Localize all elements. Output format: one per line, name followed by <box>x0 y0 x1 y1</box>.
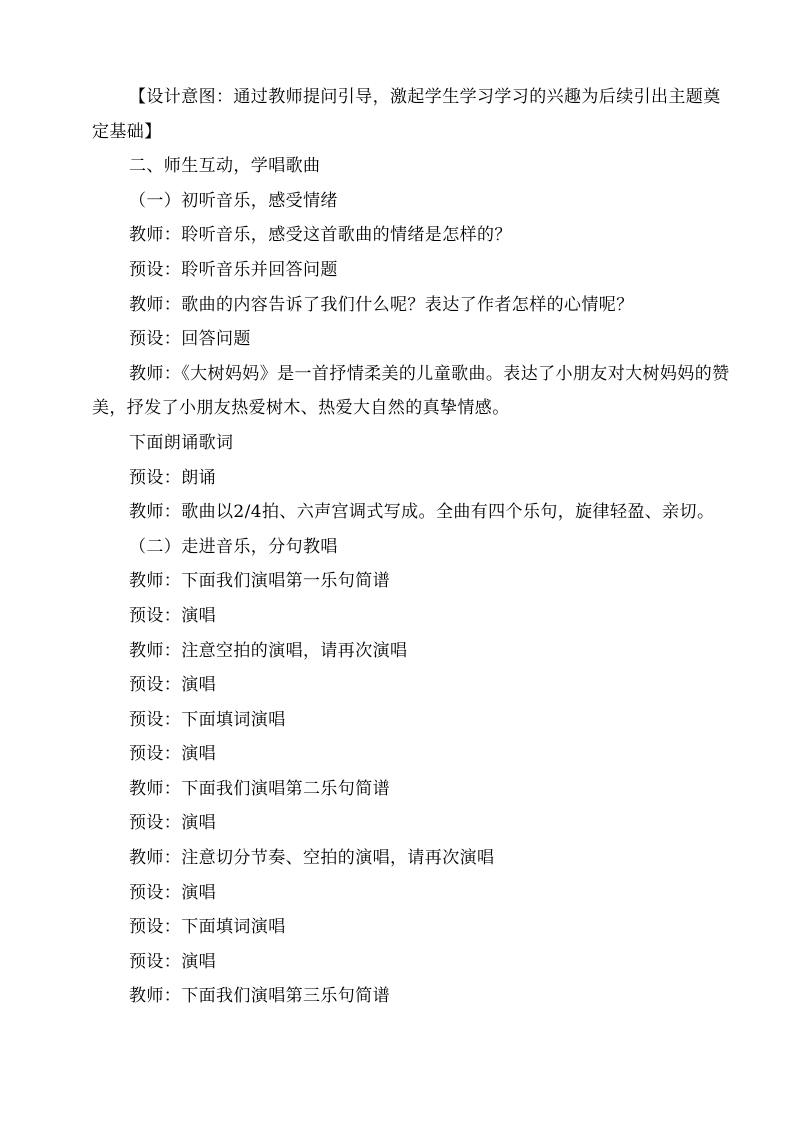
teacher-line: 教师：歌曲以2/4拍、六声宫调式写成。全曲有四个乐句，旋律轻盈、亲切。 <box>129 502 715 523</box>
teacher-line: 教师：下面我们演唱第三乐句简谱 <box>129 986 390 1007</box>
teacher-line: 教师：注意切分节奏、空拍的演唱，请再次演唱 <box>129 848 495 869</box>
teacher-line: 教师：注意空拍的演唱，请再次演唱 <box>129 640 408 661</box>
preset-line: 预设：演唱 <box>129 605 216 626</box>
document-page <box>92 80 732 1014</box>
preset-line: 预设：演唱 <box>129 951 216 972</box>
recite-lyrics-line: 下面朗诵歌词 <box>129 432 234 453</box>
preset-line: 预设：演唱 <box>129 882 216 903</box>
teacher-line: 教师：聆听音乐，感受这首歌曲的情绪是怎样的？ <box>129 225 512 246</box>
teacher-line: 教师：《大树妈妈》是一首抒情柔美的儿童歌曲。表达了小朋友对大树妈妈的赞美，抒发了小朋友热爱树木、热爱大自然的真挚情感。 <box>92 363 730 419</box>
preset-line: 预设：演唱 <box>129 744 216 765</box>
teacher-line: 教师：下面我们演唱第二乐句简谱 <box>129 778 390 799</box>
preset-line: 预设：演唱 <box>129 675 216 696</box>
subsection-heading-listen: （一）初听音乐，感受情绪 <box>129 190 338 211</box>
preset-line: 预设：朗诵 <box>129 467 216 488</box>
design-intent-paragraph: 【设计意图：通过教师提问引导，激起学生学习学习的兴趣为后续引出主题奠定基础】 <box>92 87 721 142</box>
section-heading-interaction: 二、师生互动，学唱歌曲 <box>129 156 321 177</box>
preset-line: 预设：下面填词演唱 <box>129 709 286 730</box>
preset-line: 预设：回答问题 <box>129 329 251 350</box>
subsection-heading-sing: （二）走进音乐，分句教唱 <box>129 536 338 557</box>
preset-line: 预设：聆听音乐并回答问题 <box>129 259 338 280</box>
preset-line: 预设：演唱 <box>129 813 216 834</box>
teacher-line: 教师：下面我们演唱第一乐句简谱 <box>129 571 390 592</box>
teacher-line: 教师：歌曲的内容告诉了我们什么呢？表达了作者怎样的心情呢？ <box>129 294 634 315</box>
preset-line: 预设：下面填词演唱 <box>129 917 286 938</box>
